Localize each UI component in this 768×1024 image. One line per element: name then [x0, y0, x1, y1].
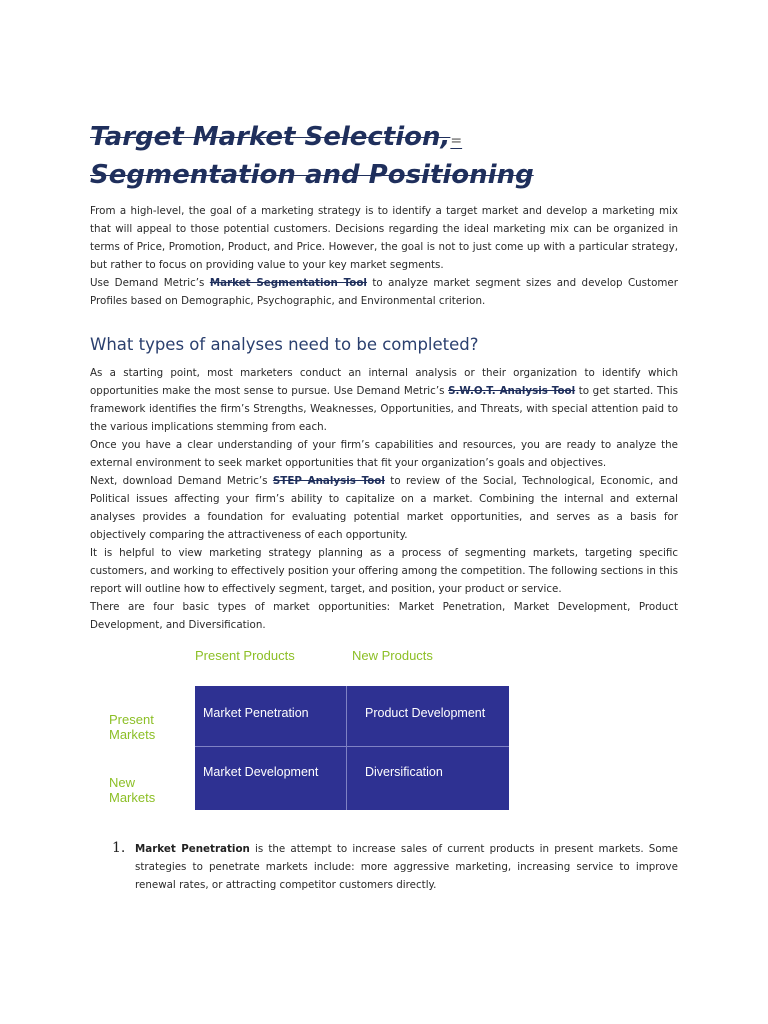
intro-p2-text-a: Use Demand Metric’s — [90, 277, 210, 289]
matrix-col-present-products: Present Products — [195, 648, 295, 663]
section-paragraph-5: There are four basic types of market opportunities: Market Penetration, Market Development, Product Development, and Diversification. — [90, 601, 678, 631]
intro-paragraph-1: From a high-level, the goal of a marketing strategy is to identify a target market and develop a marketing mix that will appeal to those potential customers. Decisions regarding the ideal marketing mix can be organized in terms of Price, Promotion, Product, and Price. However, the goal is not to just come up with a particular strategy, but rather to focus on providing value to your key market segments. — [90, 205, 678, 271]
list-item-market-penetration — [135, 840, 678, 894]
list-item-text: is the attempt to increase sales of current products in present markets. Some strategies to penetrate markets include: more aggressive marketing, increasing service to improve renewal rates, or attracting competitor customers directly. — [135, 843, 679, 891]
section-paragraph-3 — [90, 472, 678, 544]
cell-diversification: Diversification — [346, 746, 509, 810]
matrix-col-new-products: New Products — [352, 648, 433, 663]
cell-market-development: Market Development — [195, 746, 346, 810]
s-p1-text-a: As a starting point, most marketers conduct an internal analysis or their organization to identify which opportunities make the most sense to pursue. Use Demand Metric’s — [90, 367, 678, 397]
section-paragraph-2: Once you have a clear understanding of your firm’s capabilities and resources, you are ready to analyze the external environment to seek market opportunities that fit your organization’s goals and objectives. — [90, 439, 678, 469]
section-heading: What types of analyses need to be completed? — [90, 335, 479, 354]
title-tail-mark: = — [450, 133, 463, 149]
s-p3-text-a: Next, download Demand Metric’s — [90, 475, 273, 487]
title-line-1: Target Market Selection, — [90, 122, 451, 152]
document-title — [90, 120, 678, 192]
cell-product-development: Product Development — [346, 686, 509, 746]
swot-analysis-tool-link[interactable]: S.W.O.T. Analysis Tool — [448, 385, 576, 397]
step-analysis-tool-link[interactable]: STEP Analysis Tool — [272, 475, 385, 487]
matrix-grid — [195, 686, 509, 810]
numbered-list — [90, 840, 678, 894]
s-p1-text-b: to get started. This framework identifies the firm’s Strengths, Weaknesses, Opportunities, and Threats, with special attention paid to the various implications stemming from each. — [90, 385, 678, 433]
matrix-row-present-markets — [109, 712, 155, 742]
list-item-term: Market Penetration — [135, 843, 250, 855]
list-number: 1. — [112, 840, 126, 856]
row2-line-a: New — [109, 775, 136, 790]
s-p3-text-b: to review of the Social, Technological, Economic, and Political issues affecting your firm’s ability to capitalize on a market. Combining the internal and external analyses provides a foundation for evaluating potential market opportunities, and serves as a basis for objectively comparing the attractiveness of each opportunity. — [90, 475, 678, 541]
section-paragraph-4: It is helpful to view marketing strategy planning as a process of segmenting markets, targeting specific customers, and working to effectively position your offering among the competition. The following sections in this report will outline how to effectively segment, target, and position, your product or service. — [90, 547, 678, 595]
document-page — [90, 120, 678, 894]
intro-p2-text-b: to analyze market segment sizes and develop Customer Profiles based on Demographic, Psychographic, and Environmental criterion. — [90, 277, 678, 307]
title-line-2: Segmentation and Positioning — [90, 160, 534, 190]
row1-line-b: Markets — [109, 727, 156, 742]
row1-line-a: Present — [109, 712, 154, 727]
ansoff-matrix — [90, 640, 678, 820]
cell-market-penetration: Market Penetration — [203, 706, 309, 720]
matrix-row-new-markets — [109, 775, 155, 805]
row2-line-b: Markets — [109, 790, 156, 805]
intro-paragraph-2 — [90, 274, 678, 310]
section-paragraph-1 — [90, 364, 678, 436]
market-segmentation-tool-link[interactable]: Market Segmentation Tool — [209, 277, 367, 289]
